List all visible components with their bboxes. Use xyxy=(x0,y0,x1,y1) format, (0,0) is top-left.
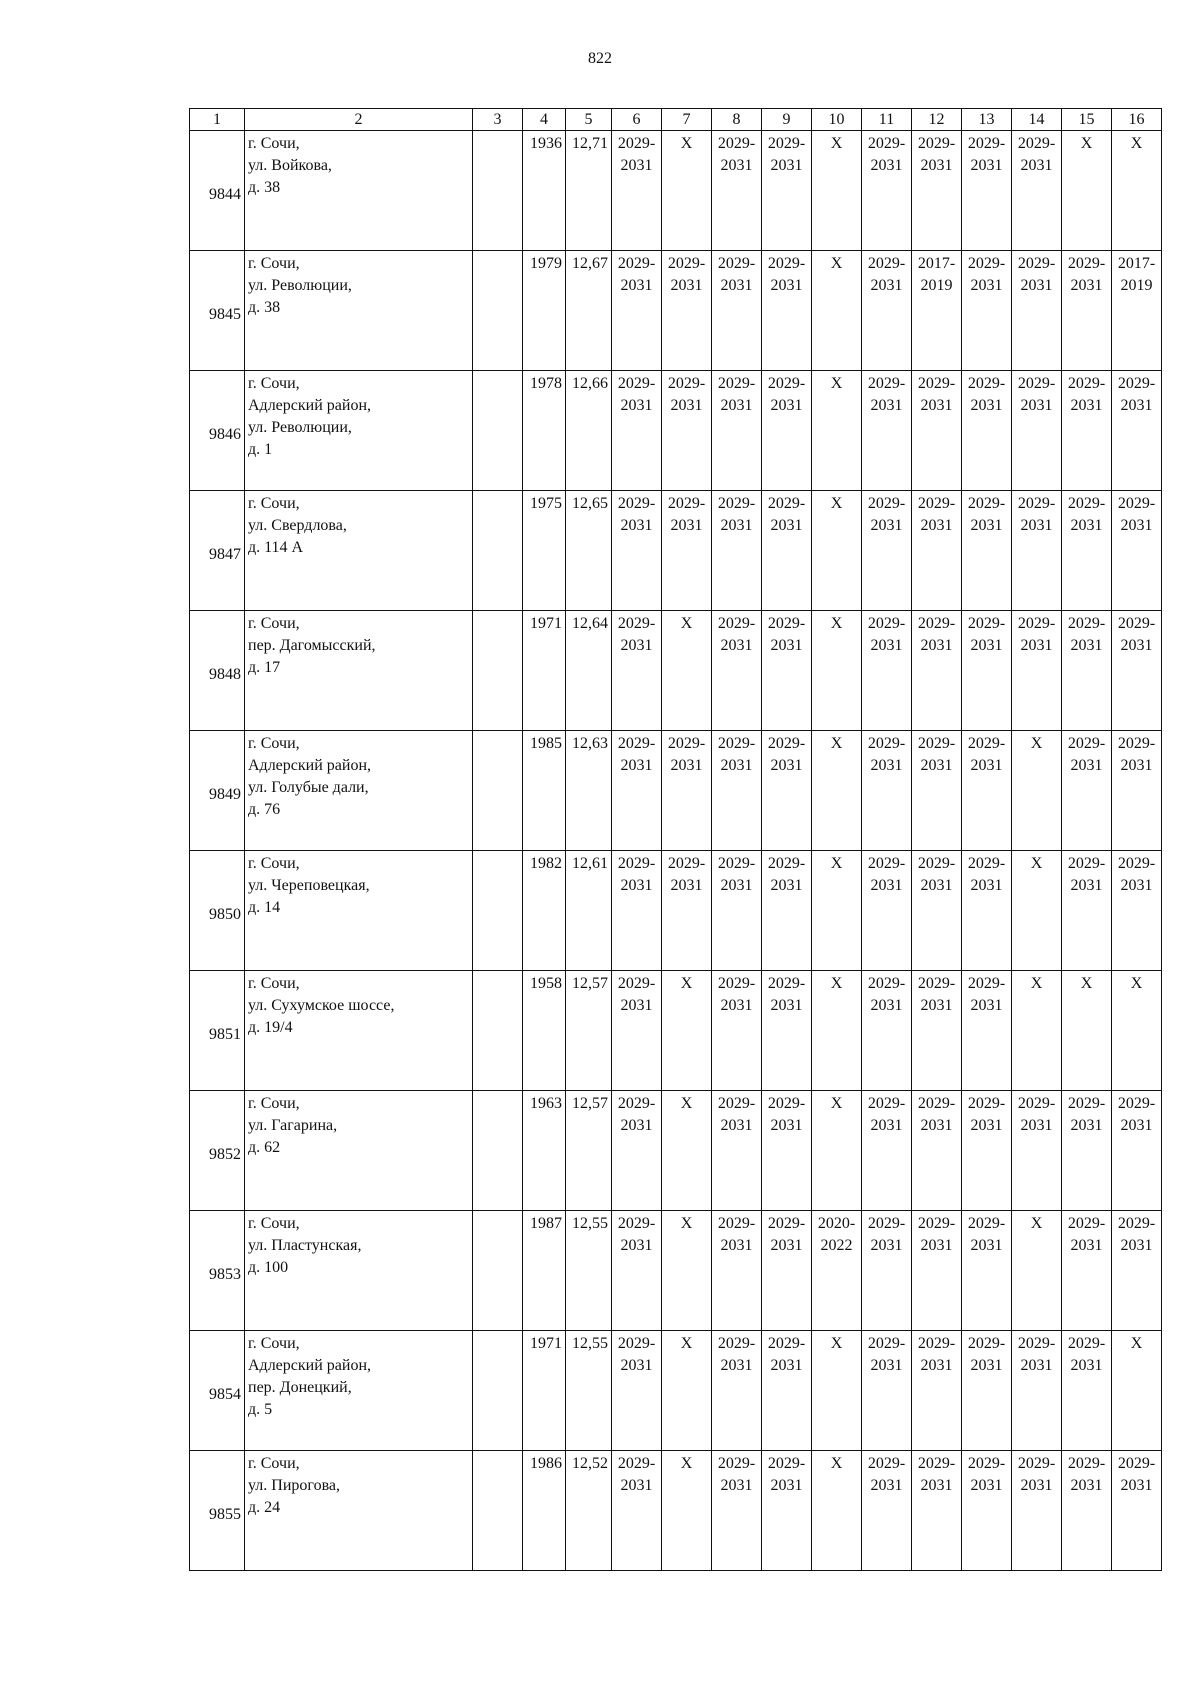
period-cell: 2029- 2031 xyxy=(762,491,812,611)
period-cell: X xyxy=(1112,131,1162,251)
address-cell xyxy=(245,731,473,851)
period-cell: 2029- 2031 xyxy=(1062,1451,1112,1571)
period-cell: 2029- 2031 xyxy=(912,1331,962,1451)
period-cell: 2029- 2031 xyxy=(862,1451,912,1571)
address-line: ул. Череповецкая, xyxy=(248,877,370,894)
period-cell: 2029- 2031 xyxy=(1112,851,1162,971)
year-built-cell: 1982 xyxy=(523,851,566,971)
period-cell: 2029- 2031 xyxy=(662,851,712,971)
period-cell: 2029- 2031 xyxy=(1062,851,1112,971)
period-cell: 2029- 2031 xyxy=(612,1211,662,1331)
col-header: 4 xyxy=(523,109,566,131)
table-row xyxy=(190,371,1162,491)
period-cell: 2029- 2031 xyxy=(1012,1091,1062,1211)
empty-cell xyxy=(473,611,523,731)
period-cell: 2029- 2031 xyxy=(612,251,662,371)
period-cell: 2029- 2031 xyxy=(962,131,1012,251)
period-cell: 2029- 2031 xyxy=(612,371,662,491)
address-line: д. 76 xyxy=(248,801,281,818)
period-cell: 2029- 2031 xyxy=(712,1331,762,1451)
period-cell: X xyxy=(812,1091,862,1211)
period-cell: 2029- 2031 xyxy=(762,131,812,251)
period-cell: 2029- 2031 xyxy=(962,731,1012,851)
address-line: ул. Сухумское шоссе, xyxy=(248,997,395,1014)
year-built-cell: 1971 xyxy=(523,1331,566,1451)
period-cell: 2029- 2031 xyxy=(912,851,962,971)
row-number: 9846 xyxy=(190,371,245,491)
period-cell: 2029- 2031 xyxy=(712,851,762,971)
period-cell: 2029- 2031 xyxy=(1112,1451,1162,1571)
row-number: 9851 xyxy=(190,971,245,1091)
period-cell: X xyxy=(812,371,862,491)
address-line: г. Сочи, xyxy=(248,1335,300,1352)
address-line: д. 14 xyxy=(248,899,281,916)
period-cell: X xyxy=(1112,1331,1162,1451)
col-header: 3 xyxy=(473,109,523,131)
table-row xyxy=(190,131,1162,251)
column-number-row xyxy=(190,109,1162,131)
col-header: 12 xyxy=(912,109,962,131)
period-cell: 2029- 2031 xyxy=(962,371,1012,491)
period-cell: X xyxy=(662,1331,712,1451)
period-cell: X xyxy=(812,851,862,971)
address-line: Адлерский район, xyxy=(248,397,372,414)
period-cell: X xyxy=(1062,971,1112,1091)
year-built-cell: 1987 xyxy=(523,1211,566,1331)
row-number: 9852 xyxy=(190,1091,245,1211)
period-cell: 2029- 2031 xyxy=(962,851,1012,971)
period-cell: 2029- 2031 xyxy=(1112,491,1162,611)
address-line: пер. Донецкий, xyxy=(248,1379,352,1396)
row-number: 9855 xyxy=(190,1451,245,1571)
row-number: 9847 xyxy=(190,491,245,611)
address-line: г. Сочи, xyxy=(248,1455,300,1472)
col-header: 5 xyxy=(566,109,612,131)
period-cell: X xyxy=(812,491,862,611)
period-cell: 2029- 2031 xyxy=(612,731,662,851)
col-header: 8 xyxy=(712,109,762,131)
address-cell xyxy=(245,851,473,971)
period-cell: 2029- 2031 xyxy=(1112,1091,1162,1211)
period-cell: X xyxy=(1012,1211,1062,1331)
period-cell: 2029- 2031 xyxy=(712,251,762,371)
row-number: 9850 xyxy=(190,851,245,971)
address-line: г. Сочи, xyxy=(248,255,300,272)
period-cell: 2029- 2031 xyxy=(762,1091,812,1211)
empty-cell xyxy=(473,131,523,251)
table-row xyxy=(190,1331,1162,1451)
address-line: ул. Гагарина, xyxy=(248,1117,338,1134)
period-cell: 2029- 2031 xyxy=(712,731,762,851)
value-cell: 12,52 xyxy=(566,1451,612,1571)
period-cell: 2029- 2031 xyxy=(762,371,812,491)
address-line: ул. Голубые дали, xyxy=(248,779,369,796)
year-built-cell: 1979 xyxy=(523,251,566,371)
period-cell: 2029- 2031 xyxy=(712,1451,762,1571)
period-cell: X xyxy=(812,731,862,851)
table-row xyxy=(190,1451,1162,1571)
period-cell: 2029- 2031 xyxy=(962,611,1012,731)
address-line: г. Сочи, xyxy=(248,615,300,632)
period-cell: 2029- 2031 xyxy=(862,131,912,251)
row-number: 9845 xyxy=(190,251,245,371)
period-cell: 2029- 2031 xyxy=(612,971,662,1091)
row-number: 9848 xyxy=(190,611,245,731)
period-cell: X xyxy=(1062,131,1112,251)
address-cell xyxy=(245,1451,473,1571)
address-line: д. 38 xyxy=(248,299,281,316)
period-cell: 2029- 2031 xyxy=(1062,731,1112,851)
address-cell xyxy=(245,971,473,1091)
year-built-cell: 1958 xyxy=(523,971,566,1091)
empty-cell xyxy=(473,491,523,611)
year-built-cell: 1975 xyxy=(523,491,566,611)
period-cell: 2029- 2031 xyxy=(1062,251,1112,371)
value-cell: 12,61 xyxy=(566,851,612,971)
col-header: 9 xyxy=(762,109,812,131)
period-cell: 2029- 2031 xyxy=(1112,1211,1162,1331)
table-row xyxy=(190,251,1162,371)
period-cell: X xyxy=(662,131,712,251)
address-line: пер. Дагомысский, xyxy=(248,637,376,654)
value-cell: 12,67 xyxy=(566,251,612,371)
empty-cell xyxy=(473,1091,523,1211)
row-number: 9853 xyxy=(190,1211,245,1331)
address-line: г. Сочи, xyxy=(248,975,300,992)
col-header: 1 xyxy=(190,109,245,131)
period-cell: 2029- 2031 xyxy=(1012,1331,1062,1451)
period-cell: 2020- 2022 xyxy=(812,1211,862,1331)
period-cell: 2029- 2031 xyxy=(662,371,712,491)
period-cell: 2029- 2031 xyxy=(712,1091,762,1211)
table-row xyxy=(190,1091,1162,1211)
period-cell: 2029- 2031 xyxy=(1012,491,1062,611)
address-line: г. Сочи, xyxy=(248,1215,300,1232)
address-line: д. 1 xyxy=(248,441,273,458)
period-cell: 2017- 2019 xyxy=(912,251,962,371)
address-line: Адлерский район, xyxy=(248,1357,372,1374)
period-cell: 2029- 2031 xyxy=(862,1331,912,1451)
period-cell: 2029- 2031 xyxy=(862,851,912,971)
period-cell: 2029- 2031 xyxy=(1112,371,1162,491)
period-cell: 2029- 2031 xyxy=(762,731,812,851)
period-cell: 2029- 2031 xyxy=(912,371,962,491)
address-cell xyxy=(245,131,473,251)
value-cell: 12,63 xyxy=(566,731,612,851)
period-cell: 2029- 2031 xyxy=(712,971,762,1091)
col-header: 11 xyxy=(862,109,912,131)
col-header: 6 xyxy=(612,109,662,131)
period-cell: 2029- 2031 xyxy=(962,1211,1012,1331)
address-cell xyxy=(245,1331,473,1451)
period-cell: 2029- 2031 xyxy=(762,1211,812,1331)
period-cell: 2029- 2031 xyxy=(912,1451,962,1571)
col-header: 13 xyxy=(962,109,1012,131)
period-cell: 2029- 2031 xyxy=(712,611,762,731)
year-built-cell: 1978 xyxy=(523,371,566,491)
period-cell: X xyxy=(662,1211,712,1331)
period-cell: 2029- 2031 xyxy=(762,611,812,731)
address-line: г. Сочи, xyxy=(248,135,300,152)
period-cell: 2029- 2031 xyxy=(962,251,1012,371)
period-cell: 2029- 2031 xyxy=(712,131,762,251)
address-line: ул. Революции, xyxy=(248,277,352,294)
period-cell: 2029- 2031 xyxy=(1112,731,1162,851)
year-built-cell: 1986 xyxy=(523,1451,566,1571)
period-cell: 2029- 2031 xyxy=(912,731,962,851)
col-header: 7 xyxy=(662,109,712,131)
period-cell: 2029- 2031 xyxy=(1012,1451,1062,1571)
period-cell: 2029- 2031 xyxy=(912,971,962,1091)
address-line: д. 114 А xyxy=(248,539,304,556)
address-cell xyxy=(245,251,473,371)
period-cell: 2029- 2031 xyxy=(662,731,712,851)
address-line: д. 17 xyxy=(248,659,281,676)
period-cell: 2029- 2031 xyxy=(912,131,962,251)
period-cell: 2029- 2031 xyxy=(612,611,662,731)
period-cell: X xyxy=(1112,971,1162,1091)
period-cell: 2029- 2031 xyxy=(612,491,662,611)
period-cell: 2029- 2031 xyxy=(962,1091,1012,1211)
period-cell: 2029- 2031 xyxy=(1062,1211,1112,1331)
period-cell: 2017- 2019 xyxy=(1112,251,1162,371)
address-line: г. Сочи, xyxy=(248,495,300,512)
value-cell: 12,55 xyxy=(566,1331,612,1451)
address-line: д. 38 xyxy=(248,179,281,196)
empty-cell xyxy=(473,851,523,971)
period-cell: 2029- 2031 xyxy=(862,371,912,491)
period-cell: X xyxy=(1012,731,1062,851)
address-line: д. 62 xyxy=(248,1139,281,1156)
period-cell: 2029- 2031 xyxy=(962,491,1012,611)
col-header: 14 xyxy=(1012,109,1062,131)
period-cell: X xyxy=(662,971,712,1091)
period-cell: 2029- 2031 xyxy=(612,131,662,251)
address-line: г. Сочи, xyxy=(248,855,300,872)
period-cell: 2029- 2031 xyxy=(1062,1091,1112,1211)
address-line: г. Сочи, xyxy=(248,1095,300,1112)
empty-cell xyxy=(473,731,523,851)
page-number: 822 xyxy=(588,50,612,67)
address-line: Адлерский район, xyxy=(248,757,372,774)
address-line: д. 24 xyxy=(248,1499,281,1516)
period-cell: 2029- 2031 xyxy=(662,491,712,611)
period-cell: 2029- 2031 xyxy=(962,971,1012,1091)
period-cell: X xyxy=(1012,971,1062,1091)
period-cell: 2029- 2031 xyxy=(1062,611,1112,731)
empty-cell xyxy=(473,251,523,371)
period-cell: 2029- 2031 xyxy=(1012,611,1062,731)
col-header: 2 xyxy=(245,109,473,131)
period-cell: 2029- 2031 xyxy=(1062,491,1112,611)
period-cell: 2029- 2031 xyxy=(1062,371,1112,491)
row-number: 9844 xyxy=(190,131,245,251)
period-cell: X xyxy=(662,611,712,731)
value-cell: 12,57 xyxy=(566,971,612,1091)
table-row xyxy=(190,851,1162,971)
row-number: 9854 xyxy=(190,1331,245,1451)
period-cell: X xyxy=(662,1451,712,1571)
period-cell: 2029- 2031 xyxy=(962,1451,1012,1571)
year-built-cell: 1963 xyxy=(523,1091,566,1211)
period-cell: 2029- 2031 xyxy=(762,1331,812,1451)
table-row xyxy=(190,1211,1162,1331)
period-cell: 2029- 2031 xyxy=(612,1451,662,1571)
period-cell: 2029- 2031 xyxy=(762,851,812,971)
period-cell: 2029- 2031 xyxy=(912,1211,962,1331)
period-cell: 2029- 2031 xyxy=(612,1331,662,1451)
address-line: г. Сочи, xyxy=(248,375,300,392)
row-number: 9849 xyxy=(190,731,245,851)
table-row xyxy=(190,611,1162,731)
empty-cell xyxy=(473,371,523,491)
year-built-cell: 1985 xyxy=(523,731,566,851)
period-cell: 2029- 2031 xyxy=(1112,611,1162,731)
address-cell xyxy=(245,1091,473,1211)
table-row xyxy=(190,731,1162,851)
period-cell: 2029- 2031 xyxy=(862,251,912,371)
address-cell xyxy=(245,371,473,491)
empty-cell xyxy=(473,1331,523,1451)
empty-cell xyxy=(473,1451,523,1571)
period-cell: 2029- 2031 xyxy=(862,491,912,611)
year-built-cell: 1936 xyxy=(523,131,566,251)
address-line: ул. Пирогова, xyxy=(248,1477,341,1494)
period-cell: 2029- 2031 xyxy=(1012,251,1062,371)
period-cell: 2029- 2031 xyxy=(862,731,912,851)
period-cell: 2029- 2031 xyxy=(862,971,912,1091)
address-cell xyxy=(245,491,473,611)
address-cell xyxy=(245,611,473,731)
housing-register-table xyxy=(189,108,1162,1571)
period-cell: X xyxy=(812,131,862,251)
address-line: ул. Свердлова, xyxy=(248,517,347,534)
value-cell: 12,64 xyxy=(566,611,612,731)
period-cell: 2029- 2031 xyxy=(762,1451,812,1571)
address-line: д. 5 xyxy=(248,1401,273,1418)
period-cell: 2029- 2031 xyxy=(1012,131,1062,251)
table-row xyxy=(190,491,1162,611)
value-cell: 12,65 xyxy=(566,491,612,611)
period-cell: 2029- 2031 xyxy=(662,251,712,371)
address-line: ул. Пластунская, xyxy=(248,1237,362,1254)
col-header: 15 xyxy=(1062,109,1112,131)
period-cell: 2029- 2031 xyxy=(762,971,812,1091)
table-row xyxy=(190,971,1162,1091)
period-cell: X xyxy=(812,1331,862,1451)
address-line: г. Сочи, xyxy=(248,735,300,752)
period-cell: 2029- 2031 xyxy=(612,851,662,971)
period-cell: 2029- 2031 xyxy=(1012,371,1062,491)
period-cell: 2029- 2031 xyxy=(712,491,762,611)
period-cell: 2029- 2031 xyxy=(862,611,912,731)
value-cell: 12,57 xyxy=(566,1091,612,1211)
period-cell: 2029- 2031 xyxy=(912,611,962,731)
period-cell: 2029- 2031 xyxy=(712,1211,762,1331)
empty-cell xyxy=(473,971,523,1091)
period-cell: X xyxy=(812,971,862,1091)
period-cell: 2029- 2031 xyxy=(612,1091,662,1211)
period-cell: 2029- 2031 xyxy=(712,371,762,491)
period-cell: 2029- 2031 xyxy=(762,251,812,371)
period-cell: 2029- 2031 xyxy=(912,1091,962,1211)
value-cell: 12,71 xyxy=(566,131,612,251)
period-cell: 2029- 2031 xyxy=(962,1331,1012,1451)
empty-cell xyxy=(473,1211,523,1331)
col-header: 10 xyxy=(812,109,862,131)
period-cell: X xyxy=(812,1451,862,1571)
period-cell: 2029- 2031 xyxy=(862,1211,912,1331)
year-built-cell: 1971 xyxy=(523,611,566,731)
period-cell: X xyxy=(1012,851,1062,971)
address-line: ул. Революции, xyxy=(248,419,352,436)
address-line: д. 100 xyxy=(248,1259,289,1276)
period-cell: 2029- 2031 xyxy=(862,1091,912,1211)
address-line: д. 19/4 xyxy=(248,1019,293,1036)
address-cell xyxy=(245,1211,473,1331)
period-cell: X xyxy=(662,1091,712,1211)
value-cell: 12,55 xyxy=(566,1211,612,1331)
period-cell: 2029- 2031 xyxy=(912,491,962,611)
col-header: 16 xyxy=(1112,109,1162,131)
period-cell: X xyxy=(812,251,862,371)
value-cell: 12,66 xyxy=(566,371,612,491)
address-line: ул. Войкова, xyxy=(248,157,332,174)
period-cell: X xyxy=(812,611,862,731)
period-cell: 2029- 2031 xyxy=(1062,1331,1112,1451)
